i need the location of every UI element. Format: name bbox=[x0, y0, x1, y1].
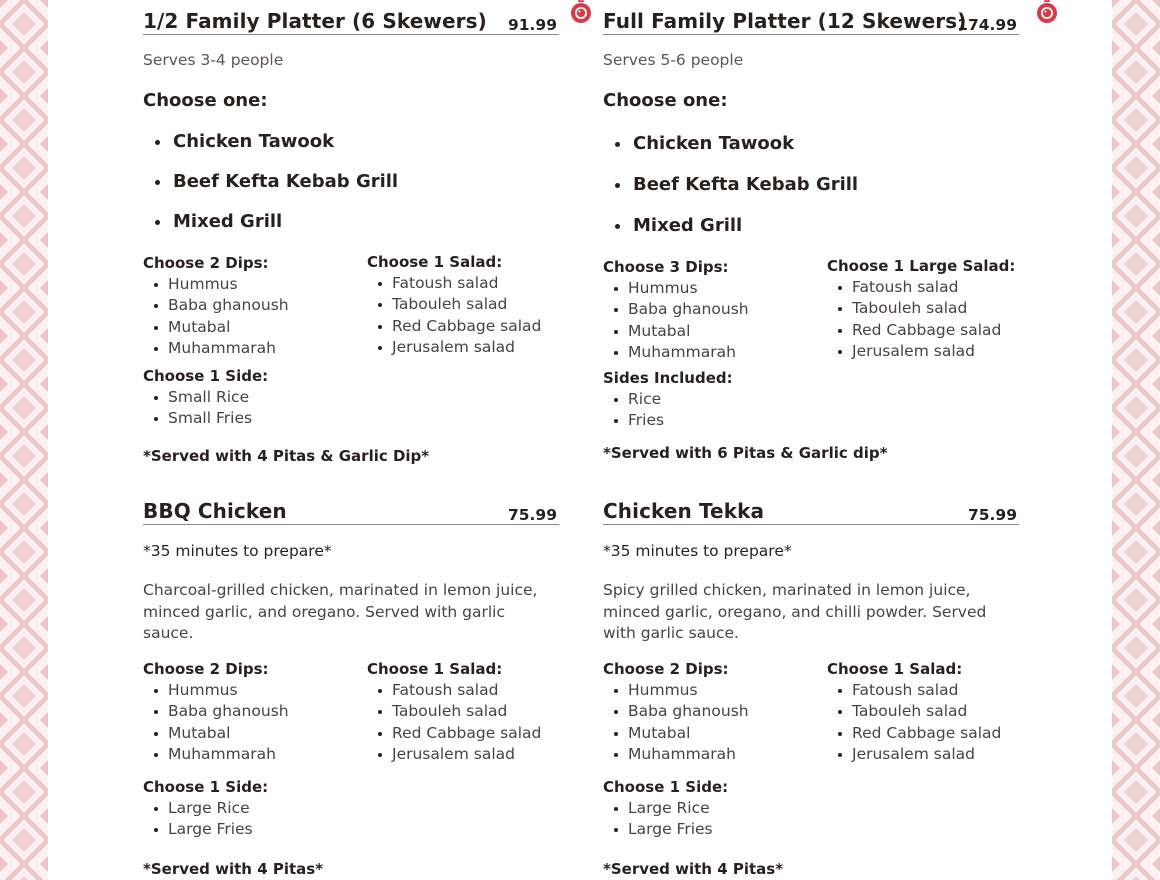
side-option: Rice bbox=[603, 389, 733, 410]
main-option: Chicken Tawook bbox=[603, 134, 858, 175]
main-option: Mixed Grill bbox=[603, 216, 858, 257]
dip-option: Hummus bbox=[603, 680, 749, 701]
side-group bbox=[143, 366, 268, 430]
salad-option: Fatoush salad bbox=[827, 277, 1015, 298]
salad-option: Fatoush salad bbox=[367, 273, 541, 294]
dip-option: Muhammarah bbox=[143, 744, 289, 765]
dips-title: Choose 3 Dips: bbox=[603, 258, 729, 276]
salad-option: Jerusalem salad bbox=[827, 341, 1015, 362]
served-with-note: *Served with 4 Pitas* bbox=[143, 860, 324, 878]
item-header bbox=[603, 4, 1019, 35]
prep-time-note: *35 minutes to prepare* bbox=[143, 542, 332, 560]
item-price: 75.99 bbox=[507, 506, 557, 524]
menu-item-half-family-platter bbox=[143, 4, 559, 465]
salad-title: Choose 1 Salad: bbox=[367, 253, 503, 271]
prep-time-note: *35 minutes to prepare* bbox=[603, 542, 792, 560]
dip-option: Hummus bbox=[143, 274, 289, 295]
side-title: Choose 1 Side: bbox=[143, 778, 269, 796]
side-group bbox=[143, 777, 268, 841]
side-option: Large Rice bbox=[603, 798, 728, 819]
item-title: Full Family Platter (12 Skewers) bbox=[603, 9, 967, 33]
geometric-pattern-icon bbox=[1112, 0, 1160, 880]
dip-option: Hummus bbox=[603, 278, 749, 299]
geometric-pattern-icon bbox=[0, 0, 48, 880]
side-group bbox=[603, 777, 728, 841]
salad-option: Red Cabbage salad bbox=[827, 723, 1001, 744]
dip-option: Muhammarah bbox=[603, 342, 749, 363]
item-title: Chicken Tekka bbox=[603, 499, 765, 523]
dips-group bbox=[603, 659, 749, 766]
salad-option: Tabouleh salad bbox=[367, 701, 541, 722]
choose-one-heading: Choose one: bbox=[603, 90, 728, 111]
served-with-note: *Served with 4 Pitas & Garlic Dip* bbox=[143, 447, 430, 465]
left-decorative-border bbox=[0, 0, 48, 880]
main-option: Beef Kefta Kebab Grill bbox=[143, 172, 398, 212]
serves-note: Serves 5-6 people bbox=[603, 51, 744, 69]
salad-group bbox=[367, 252, 541, 359]
item-title: 1/2 Family Platter (6 Skewers) bbox=[143, 9, 487, 33]
side-option: Fries bbox=[603, 410, 733, 431]
item-header bbox=[143, 4, 559, 35]
dips-group bbox=[143, 253, 289, 360]
dip-option: Muhammarah bbox=[143, 338, 289, 359]
salad-title: Choose 1 Salad: bbox=[827, 660, 963, 678]
pomegranate-icon bbox=[569, 0, 593, 24]
salad-option: Red Cabbage salad bbox=[367, 723, 541, 744]
side-option: Small Rice bbox=[143, 387, 268, 408]
salad-option: Fatoush salad bbox=[367, 680, 541, 701]
menu-item-bbq-chicken bbox=[143, 494, 559, 878]
side-option: Large Fries bbox=[143, 819, 268, 840]
main-option: Beef Kefta Kebab Grill bbox=[603, 175, 858, 216]
salad-option: Red Cabbage salad bbox=[827, 320, 1015, 341]
salad-title: Choose 1 Salad: bbox=[367, 660, 503, 678]
main-options-list bbox=[603, 134, 858, 257]
dip-option: Baba ghanoush bbox=[603, 701, 749, 722]
side-option: Large Rice bbox=[143, 798, 268, 819]
item-description: Spicy grilled chicken, marinated in lemon juice, minced garlic, oregano, and chilli powder. Served with garlic sauce. bbox=[603, 581, 987, 642]
dips-title: Choose 2 Dips: bbox=[603, 660, 729, 678]
salad-group bbox=[367, 659, 541, 766]
item-description: Charcoal-grilled chicken, marinated in lemon juice, minced garlic, and oregano. Served with garlic sauce. bbox=[143, 581, 538, 642]
salad-option: Fatoush salad bbox=[827, 680, 1001, 701]
item-header bbox=[603, 494, 1019, 525]
pomegranate-icon bbox=[1035, 0, 1059, 24]
side-title: Choose 1 Side: bbox=[603, 778, 729, 796]
dip-option: Mutabal bbox=[143, 317, 289, 338]
dip-option: Baba ghanoush bbox=[143, 701, 289, 722]
main-option: Chicken Tawook bbox=[143, 132, 398, 172]
dip-option: Mutabal bbox=[603, 723, 749, 744]
salad-option: Jerusalem salad bbox=[367, 744, 541, 765]
dip-option: Mutabal bbox=[603, 321, 749, 342]
choose-one-heading: Choose one: bbox=[143, 90, 268, 111]
serves-note: Serves 3-4 people bbox=[143, 51, 284, 69]
dips-title: Choose 2 Dips: bbox=[143, 254, 269, 272]
dip-option: Baba ghanoush bbox=[603, 299, 749, 320]
salad-title: Choose 1 Large Salad: bbox=[827, 257, 1016, 275]
menu-item-chicken-tekka bbox=[603, 494, 1019, 878]
dip-option: Muhammarah bbox=[603, 744, 749, 765]
side-title: Sides Included: bbox=[603, 369, 733, 387]
served-with-note: *Served with 4 Pitas* bbox=[603, 860, 784, 878]
dip-option: Mutabal bbox=[143, 723, 289, 744]
main-options-list bbox=[143, 132, 398, 252]
salad-option: Jerusalem salad bbox=[827, 744, 1001, 765]
salad-group bbox=[827, 659, 1001, 766]
side-title: Choose 1 Side: bbox=[143, 367, 269, 385]
dips-title: Choose 2 Dips: bbox=[143, 660, 269, 678]
salad-option: Jerusalem salad bbox=[367, 337, 541, 358]
side-option: Large Fries bbox=[603, 819, 728, 840]
served-with-note: *Served with 6 Pitas & Garlic dip* bbox=[603, 444, 888, 462]
item-header bbox=[143, 494, 559, 525]
item-title: BBQ Chicken bbox=[143, 499, 287, 523]
item-price: 91.99 bbox=[507, 16, 557, 34]
menu-item-full-family-platter bbox=[603, 4, 1019, 462]
salad-group bbox=[827, 256, 1015, 363]
dips-group bbox=[603, 257, 749, 364]
salad-option: Tabouleh salad bbox=[827, 298, 1015, 319]
right-decorative-border bbox=[1112, 0, 1160, 880]
dip-option: Hummus bbox=[143, 680, 289, 701]
salad-option: Tabouleh salad bbox=[367, 294, 541, 315]
item-price: 174.99 bbox=[957, 16, 1017, 34]
dip-option: Baba ghanoush bbox=[143, 295, 289, 316]
item-price: 75.99 bbox=[967, 506, 1017, 524]
salad-option: Red Cabbage salad bbox=[367, 316, 541, 337]
dips-group bbox=[143, 659, 289, 766]
main-option: Mixed Grill bbox=[143, 212, 398, 252]
side-group bbox=[603, 368, 733, 432]
side-option: Small Fries bbox=[143, 408, 268, 429]
salad-option: Tabouleh salad bbox=[827, 701, 1001, 722]
